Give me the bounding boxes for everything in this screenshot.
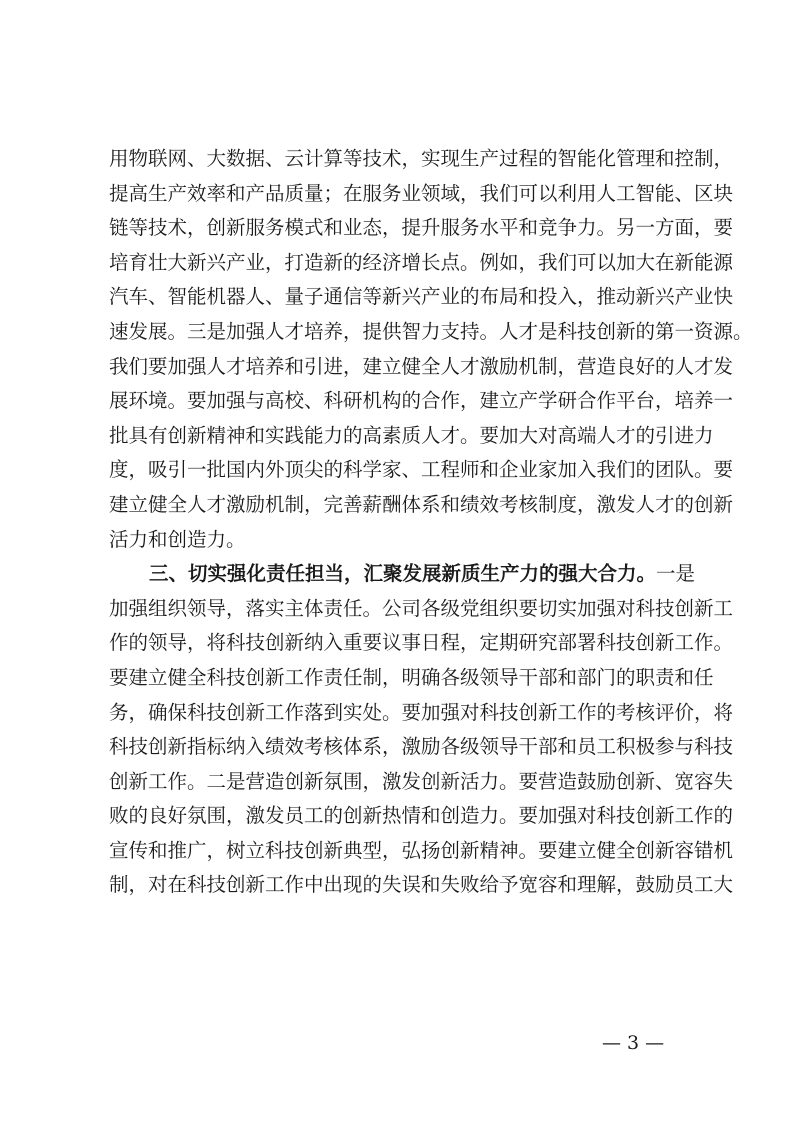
- heading-line-rest: 一是: [656, 562, 696, 586]
- text-line: 度，吸引一批国内外顶尖的科学家、工程师和企业家加入我们的团队。要: [109, 458, 734, 482]
- body-text: [109, 142, 753, 903]
- text-line: 提高生产效率和产品质量；在服务业领域，我们可以利用人工智能、区块: [109, 181, 734, 205]
- text-line: 宣传和推广，树立科技创新典型，弘扬创新精神。要建立健全创新容错机: [109, 838, 734, 862]
- text-line: 链等技术，创新服务模式和业态，提升服务水平和竞争力。另一方面，要: [109, 216, 734, 240]
- text-line: 培育壮大新兴产业，打造新的经济增长点。例如，我们可以加大在新能源: [109, 250, 734, 274]
- text-line: 展环境。要加强与高校、科研机构的合作，建立产学研合作平台，培养一: [109, 389, 734, 413]
- text-line: 批具有创新精神和实践能力的高素质人才。要加大对高端人才的引进力: [109, 423, 714, 447]
- section-heading-line: [109, 557, 694, 592]
- text-line: 汽车、智能机器人、量子通信等新兴产业的布局和投入，推动新兴产业快: [109, 285, 734, 309]
- text-line: 加强组织领导，落实主体责任。公司各级党组织要切实加强对科技创新工: [109, 596, 734, 620]
- text-line: 建立健全人才激励机制，完善薪酬体系和绩效考核制度，激发人才的创新: [109, 492, 734, 516]
- text-line: 活力和创造力。: [109, 527, 246, 551]
- text-line: 创新工作。二是营造创新氛围，激发创新活力。要营造鼓励创新、宽容失: [109, 769, 734, 793]
- text-line: 作的领导，将科技创新纳入重要议事日程，定期研究部署科技创新工作。: [109, 631, 734, 655]
- text-line: 败的良好氛围，激发员工的创新热情和创造力。要加强对科技创新工作的: [109, 804, 734, 828]
- text-line: 要建立健全科技创新工作责任制，明确各级领导干部和部门的职责和任: [109, 665, 714, 689]
- text-line: 我们要加强人才培养和引进，建立健全人才激励机制，营造良好的人才发: [109, 354, 734, 378]
- section-heading: 三、切实强化责任担当，汇聚发展新质生产力的强大合力。: [149, 562, 657, 586]
- page-number: — 3 —: [602, 1032, 665, 1054]
- text-line: 用物联网、大数据、云计算等技术，实现生产过程的智能化管理和控制，: [109, 147, 734, 170]
- text-line: 制，对在科技创新工作中出现的失误和失败给予宽容和理解，鼓励员工大: [109, 873, 734, 897]
- text-line: 速发展。三是加强人才培养，提供智力支持。人才是科技创新的第一资源。: [109, 319, 753, 343]
- text-line: 务，确保科技创新工作落到实处。要加强对科技创新工作的考核评价，将: [109, 700, 734, 724]
- text-line: 科技创新指标纳入绩效考核体系，激励各级领导干部和员工积极参与科技: [109, 735, 734, 759]
